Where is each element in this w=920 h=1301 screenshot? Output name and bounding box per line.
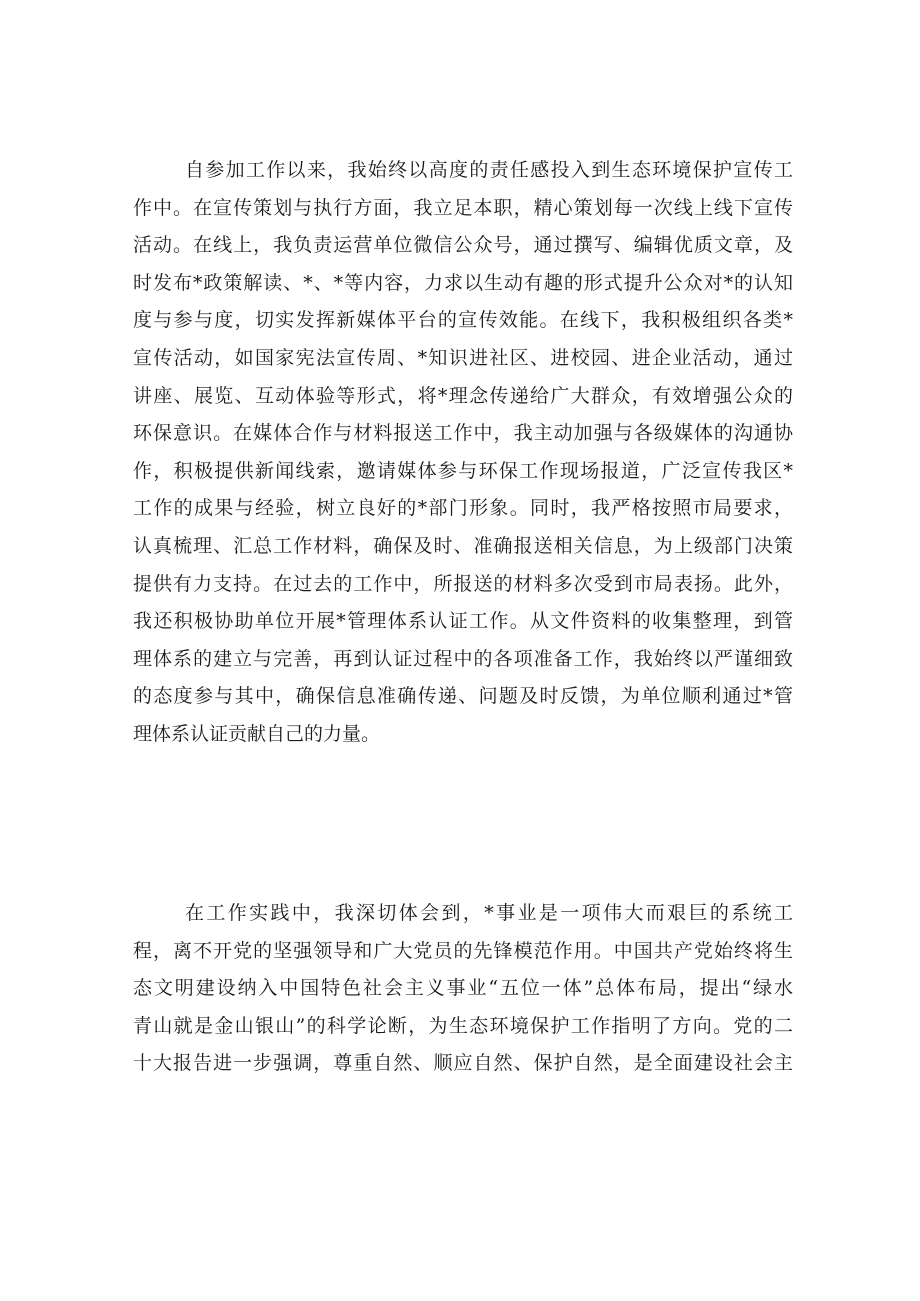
paragraph-work-experience [133, 152, 793, 754]
text-line: 十大报告进一步强调，尊重自然、顺应自然、保护自然，是全面建设社会主 [133, 1052, 793, 1075]
text-line: 作中。在宣传策划与执行方面，我立足本职，精心策划每一次线上线下宣传 [133, 196, 793, 219]
text-line: 宣传活动，如国家宪法宣传周、*知识进社区、进校园、进企业活动，通过 [133, 346, 793, 369]
text-line: 理体系的建立与完善，再到认证过程中的各项准备工作，我始终以严谨细致 [133, 647, 793, 670]
text-line: 作，积极提供新闻线索，邀请媒体参与环保工作现场报道，广泛宣传我区* [133, 459, 793, 482]
text-line: 青山就是金山银山”的科学论断，为生态环境保护工作指明了方向。党的二 [133, 1014, 793, 1037]
paragraph-party-leadership [133, 895, 793, 1083]
text-line: 时发布*政策解读、*、*等内容，力求以生动有趣的形式提升公众对*的认知 [133, 271, 793, 294]
text-line: 度与参与度，切实发挥新媒体平台的宣传效能。在线下，我积极组织各类* [133, 309, 793, 332]
text-line: 程，离不开党的坚强领导和广大党员的先锋模范作用。中国共产党始终将生 [133, 939, 793, 962]
text-line: 环保意识。在媒体合作与材料报送工作中，我主动加强与各级媒体的沟通协 [133, 422, 793, 445]
text-line: 认真梳理、汇总工作材料，确保及时、准确报送相关信息，为上级部门决策 [133, 534, 793, 557]
text-line: 自参加工作以来，我始终以高度的责任感投入到生态环境保护宣传工 [185, 159, 793, 181]
text-line: 在工作实践中，我深切体会到，*事业是一项伟大而艰巨的系统工 [185, 902, 793, 924]
text-line: 的态度参与其中，确保信息准确传递、问题及时反馈，为单位顺利通过*管 [133, 685, 793, 708]
text-line: 我还积极协助单位开展*管理体系认证工作。从文件资料的收集整理，到管 [133, 610, 793, 633]
text-line: 工作的成果与经验，树立良好的*部门形象。同时，我严格按照市局要求， [133, 497, 793, 520]
text-line: 讲座、展览、互动体验等形式，将*理念传递给广大群众，有效增强公众的 [133, 384, 793, 407]
text-line: 理体系认证贡献自己的力量。 [133, 722, 381, 745]
text-line: 活动。在线上，我负责运营单位微信公众号，通过撰写、编辑优质文章，及 [133, 234, 793, 257]
text-line: 提供有力支持。在过去的工作中，所报送的材料多次受到市局表扬。此外， [133, 572, 793, 595]
text-line: 态文明建设纳入中国特色社会主义事业“五位一体”总体布局，提出“绿水 [133, 977, 793, 1000]
